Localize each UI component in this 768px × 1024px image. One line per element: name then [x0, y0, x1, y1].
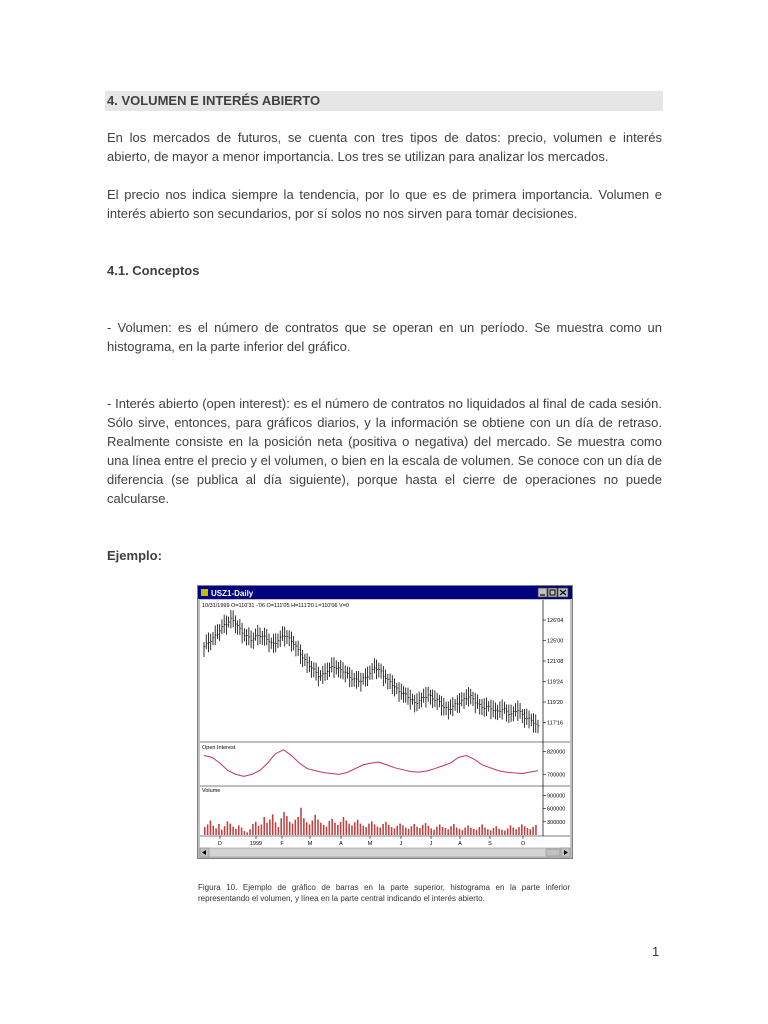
volume-bar: [246, 832, 248, 835]
scroll-thumb[interactable]: [546, 849, 560, 856]
volume-bar: [436, 827, 438, 835]
open-interest-label: Open Interest: [202, 745, 236, 751]
volume-bar: [419, 828, 421, 835]
volume-bar: [394, 828, 396, 835]
volume-bar: [365, 827, 367, 835]
volume-bar: [442, 827, 444, 835]
volume-bar: [357, 820, 359, 835]
volume-bar: [510, 825, 512, 835]
volume-bar: [272, 814, 274, 835]
window-title-bar: [198, 586, 572, 599]
volume-bar: [221, 830, 223, 835]
x-tick-label: J: [399, 841, 403, 847]
volume-bar: [399, 824, 401, 835]
volume-bar: [459, 829, 461, 835]
volume-bar: [467, 825, 469, 835]
volume-bar: [300, 808, 302, 835]
open-interest-tick-label: 820000: [547, 749, 566, 756]
volume-bar: [244, 831, 246, 835]
volume-bar: [286, 816, 288, 835]
volume-bar: [481, 824, 483, 835]
price-tick-label: 125'00: [547, 638, 564, 645]
volume-bar: [473, 829, 475, 835]
app-icon: [201, 589, 208, 596]
volume-bar: [329, 821, 331, 835]
price-tick-label: 119'20: [547, 700, 563, 706]
volume-bar: [456, 828, 458, 835]
volume-bar: [207, 824, 209, 835]
price-tick-label: 117'16: [547, 720, 563, 727]
volume-bar: [317, 820, 319, 835]
volume-bar: [385, 822, 387, 835]
volume-bar: [238, 825, 240, 835]
volume-bar: [269, 820, 271, 835]
volume-bar: [530, 829, 532, 835]
window-title: USZ1-Daily: [211, 589, 254, 598]
volume-bar: [351, 825, 353, 835]
x-tick-label: D: [218, 841, 222, 847]
volume-bar: [210, 820, 212, 835]
volume-bar: [413, 824, 415, 835]
volume-bar: [261, 824, 263, 835]
volume-bar: [422, 825, 424, 835]
volume-bar: [232, 827, 234, 835]
volume-bar: [297, 817, 299, 835]
volume-axis: [543, 793, 565, 825]
volume-bar: [416, 827, 418, 835]
volume-bar: [518, 827, 520, 835]
volume-bar: [371, 821, 373, 835]
volume-bar: [337, 825, 339, 835]
volume-bar: [374, 824, 376, 835]
volume-bar: [252, 824, 254, 835]
volume-bar: [224, 826, 226, 835]
intro-paragraph: En los mercados de futuros, se cuenta con tres tipos de datos: precio, volumen e interés abierto, de mayor a menor importancia. Los tres se utilizan para analizar los mercados.: [107, 130, 662, 164]
volume-bar: [303, 818, 305, 835]
volume-bar: [218, 824, 220, 835]
maximize-button[interactable]: [548, 588, 557, 597]
concepts-subheading: 4.1. Conceptos: [107, 263, 200, 278]
x-tick-label: O: [520, 841, 526, 847]
volume-bar: [402, 825, 404, 835]
volume-bar: [501, 830, 503, 835]
chart-figure: [198, 586, 572, 858]
volume-bar: [433, 830, 435, 835]
x-tick-label: J: [429, 841, 433, 847]
volume-bar: [289, 822, 291, 835]
horizontal-scrollbar[interactable]: [200, 848, 570, 857]
volume-bar: [278, 827, 280, 835]
volume-bar: [309, 824, 311, 835]
volume-bar: [524, 826, 526, 835]
volume-bar: [532, 827, 534, 835]
page-number: 1: [652, 944, 660, 959]
x-tick-label: F: [280, 841, 284, 847]
volume-bar: [496, 826, 498, 835]
volume-bar: [462, 830, 464, 835]
volume-bar: [490, 830, 492, 835]
volume-bar: [507, 828, 509, 835]
chart-window: [197, 585, 573, 859]
volume-bar: [377, 827, 379, 835]
volume-bar: [241, 828, 243, 835]
x-tick-label: M: [367, 841, 373, 847]
x-tick-label: 1999: [249, 841, 263, 847]
volume-bar: [323, 825, 325, 835]
volume-label: Volume: [202, 788, 221, 794]
example-label: Ejemplo:: [107, 548, 162, 563]
x-tick-label: S: [488, 841, 492, 847]
volume-bar: [487, 829, 489, 835]
volume-bar: [453, 824, 455, 835]
section-heading: 4. VOLUMEN E INTERÉS ABIERTO: [107, 93, 321, 108]
volume-tick-label: 900000: [547, 793, 566, 800]
volume-bar: [439, 824, 441, 835]
volume-bar: [343, 817, 345, 835]
volume-bar: [476, 830, 478, 835]
section-heading-bar: [105, 91, 663, 111]
figure-caption: Figura 10. Ejemplo de gráfico de barras en la parte superior, histograma en la parte inferior representando el volumen, y línea en la parte central indicando el interés abierto.: [198, 883, 570, 903]
volume-bar: [263, 817, 265, 835]
volume-tick-label: 600000: [547, 806, 566, 813]
volume-bar: [346, 820, 348, 835]
volume-bar: [227, 821, 229, 835]
volume-bar: [391, 827, 393, 835]
volume-bar: [204, 827, 206, 835]
volume-bar: [363, 826, 365, 835]
volume-bar: [283, 812, 285, 835]
volume-bar: [340, 822, 342, 835]
volume-bar: [479, 827, 481, 835]
volume-bar: [425, 823, 427, 835]
volume-bar: [258, 826, 260, 835]
volume-bar: [292, 824, 294, 835]
info-line: 10/31/1999 O=110'31 -'06 O=111'05 H=111'20 L=110'06 V=0: [202, 603, 349, 609]
close-button[interactable]: [558, 588, 568, 597]
volume-bar: [498, 829, 500, 835]
price-tick-label: 126'04: [547, 618, 564, 624]
volume-bar: [535, 825, 537, 835]
volume-bar: [249, 829, 251, 835]
volume-bar: [484, 828, 486, 835]
volume-bar: [515, 829, 517, 835]
volume-bar: [212, 826, 214, 835]
volume-bar: [379, 828, 381, 835]
volume-concept: - Volumen: es el número de contratos que se operan en un período. Se muestra como un histograma, en la parte inferior del gráfico.: [107, 320, 662, 354]
volume-bar: [464, 828, 466, 835]
volume-bar: [360, 824, 362, 835]
volume-bar: [334, 823, 336, 835]
volume-bar: [513, 828, 515, 835]
volume-bar: [306, 822, 308, 835]
volume-bar: [408, 829, 410, 835]
volume-tick-label: 300000: [547, 819, 566, 826]
volume-bar: [295, 820, 297, 835]
volume-bar: [521, 824, 523, 835]
volume-bar: [388, 825, 390, 835]
open-interest-tick-label: 700000: [547, 772, 566, 779]
volume-bar: [382, 824, 384, 835]
volume-bar: [235, 829, 237, 835]
volume-bar: [445, 828, 447, 835]
volume-bar: [428, 826, 430, 835]
volume-bar: [405, 828, 407, 835]
price-tick-label: 121'08: [547, 659, 564, 665]
price-tick-label: 119'24: [547, 679, 563, 686]
x-tick-label: A: [458, 841, 462, 847]
volume-bar: [411, 826, 413, 835]
volume-bar: [354, 822, 356, 835]
volume-bar: [447, 829, 449, 835]
volume-bar: [331, 819, 333, 835]
volume-bar: [396, 826, 398, 835]
volume-bar: [215, 828, 217, 835]
price-paragraph: El precio nos indica siempre la tendencia, por lo que es de primera importancia. Volumen e interés abierto son secundarios, por sí solos no nos sirven para tomar decisiones.: [107, 187, 662, 221]
open-interest-concept: - Interés abierto (open interest): es el número de contratos no liquidados al final de cada sesión. Sólo sirve, entonces, para gráficos diarios, y la información se obtiene con un día de retraso. Realmente consiste en la posición neta (positiva o negativa) del mercado. Se muestra como una línea entre el precio y el volumen, o bien en la escala de volumen. Se conoce con un día de diferencia (se publica al día siguiente), porque hasta el cierre de operaciones no puede calcularse.: [107, 396, 662, 506]
volume-bar: [229, 824, 231, 835]
volume-bar: [326, 827, 328, 835]
volume-bar: [312, 820, 314, 835]
volume-bar: [275, 822, 277, 835]
volume-bar: [450, 826, 452, 835]
volume-bar: [255, 822, 257, 835]
volume-bar: [368, 824, 370, 835]
x-tick-label: A: [339, 841, 343, 847]
volume-bar: [314, 815, 316, 835]
minimize-button[interactable]: [538, 588, 547, 597]
x-tick-label: M: [307, 841, 313, 847]
volume-bar: [320, 823, 322, 835]
volume-bar: [266, 823, 268, 835]
volume-bar: [430, 828, 432, 835]
volume-bar: [504, 831, 506, 835]
volume-bar: [470, 828, 472, 835]
volume-bar: [280, 818, 282, 835]
volume-bar: [493, 828, 495, 835]
volume-bar: [348, 824, 350, 835]
volume-bar: [527, 828, 529, 835]
